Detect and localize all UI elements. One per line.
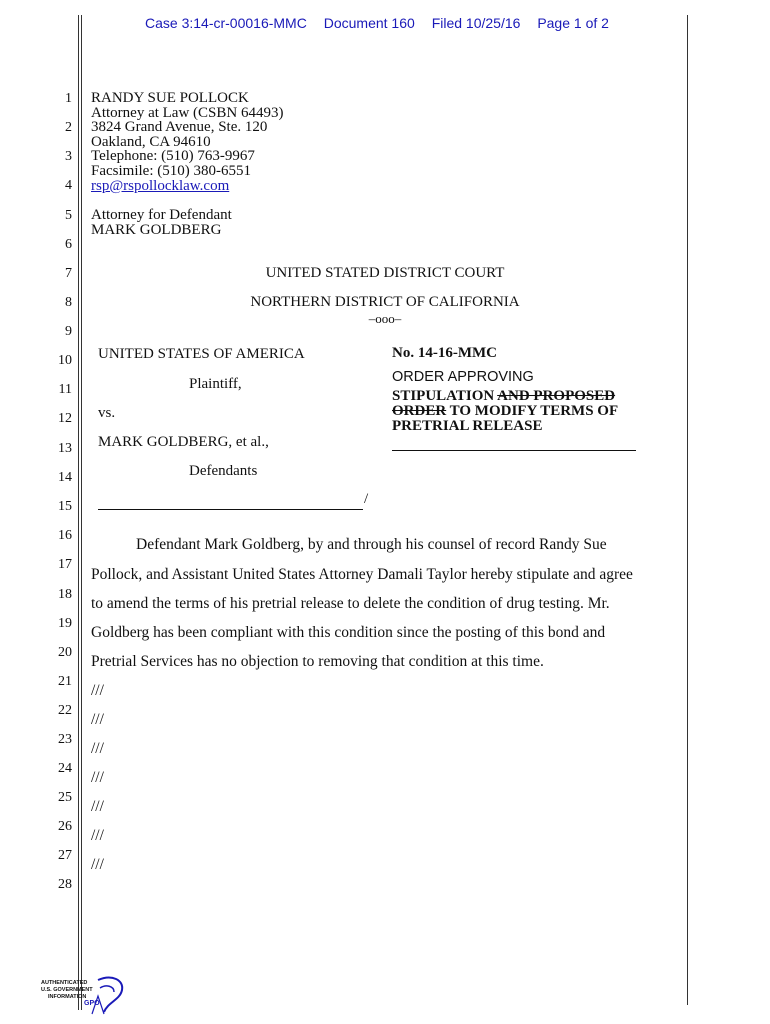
continuation-slashes: /// (91, 856, 104, 873)
document-title-line1 (392, 389, 615, 404)
defendant-role: Defendants (189, 463, 258, 479)
title-strikethrough-text: AND PROPOSED (497, 388, 616, 404)
line-number: 28 (58, 877, 72, 892)
line-number: 4 (65, 178, 72, 193)
line-number: 12 (58, 411, 72, 426)
line-number: 11 (58, 382, 72, 397)
continuation-slashes: /// (91, 798, 104, 815)
body-paragraph-line: Goldberg has been compliant with this condition since the posting of this bond and (91, 624, 606, 641)
line-number: 15 (58, 499, 72, 514)
continuation-slashes: /// (91, 827, 104, 844)
representation-block (91, 208, 232, 237)
right-margin-rule (687, 15, 688, 1005)
line-number: 27 (58, 848, 72, 863)
line-number: 23 (58, 732, 72, 747)
continuation-slashes: /// (91, 769, 104, 786)
seal-line-government: U.S. GOVERNMENT (41, 987, 93, 993)
line-number: 14 (58, 470, 72, 485)
body-paragraph-line: Pretrial Services has no objection to removing that condition at this time. (91, 653, 544, 670)
defendant-name-upper: MARK GOLDBERG (91, 221, 222, 238)
attorney-title: Attorney at Law (CSBN 64493) (91, 104, 284, 121)
order-approving-label: ORDER APPROVING (392, 369, 534, 385)
line-number: 26 (58, 819, 72, 834)
line-number: 9 (65, 324, 72, 339)
continuation-slashes: /// (91, 682, 104, 699)
versus-label: vs. (98, 405, 116, 421)
court-district: NORTHERN DISTRICT OF CALIFORNIA (250, 294, 520, 310)
attorney-facsimile: Facsimile: (510) 380-6551 (91, 162, 251, 179)
body-paragraph-line: Defendant Mark Goldberg, by and through his counsel of record Randy Sue (136, 536, 607, 553)
continuation-slashes: /// (91, 711, 104, 728)
body-paragraph-line: Pollock, and Assistant United States Attorney Damali Taylor hereby stipulate and agree (91, 566, 633, 583)
document-header (145, 15, 622, 31)
seal-line-information: INFORMATION (48, 994, 87, 1000)
line-number: 13 (58, 441, 72, 456)
court-separator: –ooo– (368, 311, 402, 326)
defendant-name: MARK GOLDBERG, et al., (98, 434, 269, 450)
court-name: UNITED STATED DISTRICT COURT (265, 265, 505, 281)
title-text: TO MODIFY TERMS OF (446, 403, 619, 419)
body-paragraph-line: to amend the terms of his pretrial release to delete the condition of drug testing. Mr. (91, 595, 610, 612)
line-number: 17 (58, 557, 72, 572)
gpo-eagle-icon (40, 974, 130, 1018)
line-number: 19 (58, 616, 72, 631)
line-number: 24 (58, 761, 72, 776)
caption-rule (98, 509, 363, 510)
line-number: 18 (58, 587, 72, 602)
document-title-line2 (392, 404, 618, 419)
page-count-header: Page 1 of 2 (537, 15, 609, 31)
attorney-name: RANDY SUE POLLOCK (91, 90, 249, 106)
document-title-line3: PRETRIAL RELEASE (392, 418, 543, 434)
line-number: 20 (58, 645, 72, 660)
plaintiff-name: UNITED STATES OF AMERICA (98, 346, 305, 362)
line-number: 10 (58, 353, 72, 368)
line-number: 2 (65, 120, 72, 135)
line-number: 21 (58, 674, 72, 689)
plaintiff-role: Plaintiff, (189, 376, 242, 392)
title-strikethrough-text: ORDER (392, 403, 447, 419)
line-number: 6 (65, 237, 72, 252)
attorney-address-line1: 3824 Grand Avenue, Ste. 120 (91, 119, 268, 136)
line-number: 5 (65, 208, 72, 223)
seal-gpo-mark: GPO (84, 1000, 100, 1007)
seal-line-authenticated: AUTHENTICATED (41, 980, 88, 986)
attorney-email-link[interactable]: rsp@rspollocklaw.com (91, 177, 230, 194)
attorney-for-label: Attorney for Defendant (91, 207, 232, 223)
attorney-address-line2: Oakland, CA 94610 (91, 133, 211, 150)
line-number: 3 (65, 149, 72, 164)
line-number: 8 (65, 295, 72, 310)
document-number-header: Document 160 (323, 15, 415, 31)
continuation-slashes: /// (91, 740, 104, 757)
line-number: 22 (58, 703, 72, 718)
attorney-telephone: Telephone: (510) 763-9967 (91, 148, 255, 165)
line-number: 16 (58, 528, 72, 543)
left-margin-rule-inner (81, 15, 82, 1010)
line-number: 25 (58, 790, 72, 805)
title-rule (392, 450, 636, 451)
line-number: 7 (65, 266, 72, 281)
case-number: No. 14-16-MMC (392, 345, 497, 361)
gpo-authentication-seal (40, 974, 130, 1018)
filed-date-header: Filed 10/25/16 (431, 15, 521, 31)
attorney-block (91, 91, 283, 193)
case-number-header: Case 3:14-cr-00016-MMC (145, 15, 307, 31)
caption-slash: / (364, 491, 369, 507)
line-number: 1 (65, 91, 72, 106)
title-text: STIPULATION (392, 388, 498, 404)
left-margin-rule (78, 15, 79, 1010)
